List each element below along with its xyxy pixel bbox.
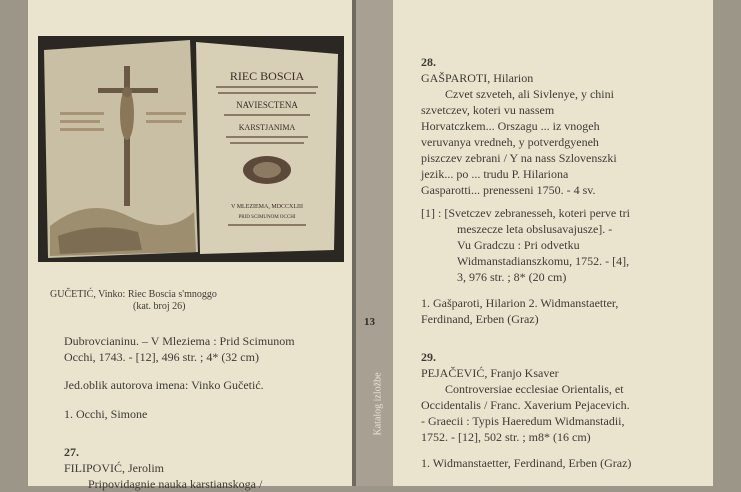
entry-26-line2: Occhi, 1743. - [12], 496 str. ; 4* (32 cm)	[64, 350, 259, 364]
entry-28	[421, 54, 706, 198]
entry-28-title-line: Czvet szveteh, ali Sivlenye, y chini	[445, 87, 614, 101]
entry-26-subject: 1. Occhi, Simone	[64, 407, 148, 421]
entry-28-title-line: Gasparotti... prenesseni 1750. - 4 sv.	[421, 183, 596, 197]
entry-27-author: FILIPOVIĆ, Jerolim	[64, 461, 164, 475]
entry-28-volume-line: Widmanstadianszkomu, 1752. - [4],	[457, 254, 630, 268]
entry-26-note: Jed.oblik autorova imena: Vinko Gučetić.	[64, 378, 264, 392]
book-photo	[38, 36, 344, 262]
entry-28-volume-line: meszecze leta obslusavajusze]. -	[457, 222, 613, 236]
entry-28-volume-line: Vu Gradczu : Pri odvetku	[457, 238, 580, 252]
page-number: 13	[364, 316, 375, 328]
entry-26-continuation	[64, 333, 344, 365]
vertical-caption: Katalog izložbe	[372, 372, 384, 436]
entry-28-volume	[421, 205, 706, 285]
entry-28-volume-line: 3, 976 str. ; 8* (20 cm)	[457, 270, 567, 284]
entry-28-title-line: piszczev zebrani / Y na nass Szlovenszki	[421, 151, 617, 165]
cover-sub: KARSTJANIMA	[238, 123, 296, 132]
entry-28-title-line: jezik... po ... trudu P. Hilariona	[421, 167, 569, 181]
book-illustration	[38, 36, 344, 262]
cover-line: NAVIESCTENA	[236, 100, 298, 110]
cover-printer: PRID SCIMUNOM OCCHI	[238, 215, 296, 220]
entry-28-volume-line: [1] : [Svetczev zebranesseh, koteri perve tri	[421, 206, 630, 220]
entry-29-subjects: 1. Widmanstaetter, Ferdinand, Erben (Graz)	[421, 456, 632, 470]
entry-28-number: 28.	[421, 55, 436, 69]
entry-27	[64, 444, 349, 492]
caption-line2: (kat. broj 26)	[133, 301, 186, 312]
entry-28-subjects	[421, 295, 706, 327]
entry-27-title: Pripovidagnie nauka karstianskoga /	[88, 477, 263, 491]
entry-29-title-line: Controversiae ecclesiae Orientalis, et	[445, 382, 624, 396]
entry-29-title-line: Occidentalis / Franc. Xaverium Pejacevich.	[421, 398, 630, 412]
entry-28-subjects-line2: Ferdinand, Erben (Graz)	[421, 312, 539, 326]
cover-title: RIEC BOSCIA	[229, 69, 305, 83]
cover-imprint: V MLEZIEMA, MDCCXLIII	[230, 204, 304, 210]
spine-shadow	[352, 0, 356, 486]
photo-caption	[50, 289, 290, 313]
entry-26-line1: Dubrovcianinu. – V Mleziema : Prid Scimunom	[64, 334, 295, 348]
entry-29	[421, 349, 706, 445]
entry-28-title-line: Horvatczkem... Orszagu ... iz vnogeh	[421, 119, 600, 133]
entry-29-number: 29.	[421, 350, 436, 364]
entry-27-number: 27.	[64, 445, 79, 459]
entry-29-author: PEJAČEVIĆ, Franjo Ksaver	[421, 366, 559, 380]
caption-line1: GUČETIĆ, Vinko: Riec Boscia s'mnoggo	[50, 289, 217, 300]
entry-28-title-line: veruvanya vredneh, y potverdgyeneh	[421, 135, 599, 149]
entry-29-title-line: 1752. - [12], 502 str. ; m8* (16 cm)	[421, 430, 591, 444]
entry-28-title-line: szvetczev, koteri vu nassem	[421, 103, 555, 117]
entry-29-title-line: - Graecii : Typis Haeredum Widmanstadii,	[421, 414, 625, 428]
entry-28-author: GAŠPAROTI, Hilarion	[421, 71, 534, 85]
entry-28-subjects-line1: 1. Gašparoti, Hilarion 2. Widmanstaetter,	[421, 296, 619, 310]
